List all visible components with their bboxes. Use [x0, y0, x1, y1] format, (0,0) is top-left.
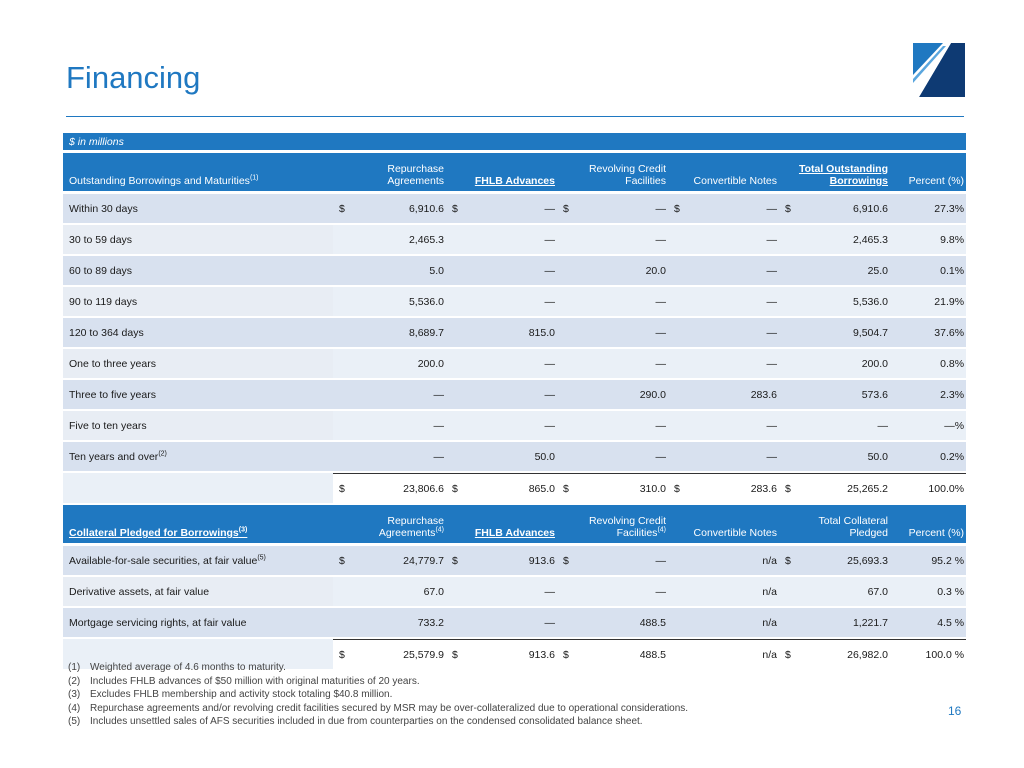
cell-value: 50.0 — [462, 442, 557, 473]
cell-value: — — [462, 608, 557, 639]
cell-currency — [446, 287, 462, 318]
cell-currency — [779, 411, 795, 442]
cell-percent: 2.3% — [890, 380, 966, 411]
total-c3-currency: $ — [557, 473, 573, 505]
cell-currency — [668, 287, 684, 318]
ctotal-c1-currency: $ — [333, 639, 349, 671]
cell-value: 815.0 — [462, 318, 557, 349]
cell-value: — — [684, 411, 779, 442]
cell-currency — [333, 380, 349, 411]
cell-value: — — [573, 546, 668, 577]
row-label: Ten years and over$^{(2)}$ — [63, 442, 333, 473]
cell-currency: $ — [446, 194, 462, 225]
cell-value: — — [795, 411, 890, 442]
cell-currency — [333, 349, 349, 380]
title-divider — [66, 116, 964, 117]
footnote-number: (3) — [68, 689, 81, 700]
cell-percent: 9.8% — [890, 225, 966, 256]
cell-percent: 27.3% — [890, 194, 966, 225]
row-label: One to three years — [63, 349, 333, 380]
row-label: Derivative assets, at fair value — [63, 577, 333, 608]
total-percent: 100.0% — [890, 473, 966, 505]
table-row — [63, 194, 966, 225]
cell-currency — [668, 256, 684, 287]
total-c2-currency: $ — [446, 473, 462, 505]
page-title: Financing — [66, 60, 201, 95]
table-row — [63, 225, 966, 256]
ctotal-c1-value: 25,579.9 — [349, 639, 446, 671]
footnote-text: Repurchase agreements and/or revolving credit facilities secured by MSR may be over-collateralized due to operational considerations. — [90, 702, 689, 714]
cell-value: — — [462, 287, 557, 318]
table-row — [63, 318, 966, 349]
cell-value: — — [684, 225, 779, 256]
cell-currency — [668, 546, 684, 577]
cell-percent: 21.9% — [890, 287, 966, 318]
cell-value: — — [349, 442, 446, 473]
cell-value: — — [684, 318, 779, 349]
ctotal-c3-value: 488.5 — [573, 639, 668, 671]
total-c1-value: 23,806.6 — [349, 473, 446, 505]
col-repurchase-header: Repurchase Agreements — [333, 153, 446, 191]
cell-currency: $ — [333, 546, 349, 577]
footnote-number: (5) — [68, 716, 81, 727]
row-label: 60 to 89 days — [63, 256, 333, 287]
cell-value: 733.2 — [349, 608, 446, 639]
cell-currency — [668, 380, 684, 411]
cell-currency: $ — [557, 546, 573, 577]
row-label: 90 to 119 days — [63, 287, 333, 318]
cell-currency — [668, 577, 684, 608]
cell-value: — — [349, 411, 446, 442]
borrowings-header-row — [63, 153, 966, 191]
cell-currency: $ — [446, 546, 462, 577]
cell-percent: 37.6% — [890, 318, 966, 349]
financing-tables — [63, 133, 966, 671]
cell-currency — [333, 225, 349, 256]
cell-currency: $ — [779, 194, 795, 225]
cell-value: — — [573, 349, 668, 380]
cell-value: 5,536.0 — [349, 287, 446, 318]
cell-value: 200.0 — [349, 349, 446, 380]
row-label: Available-for-sale securities, at fair value$^{(5)}$ — [63, 546, 333, 577]
cell-value: 5.0 — [349, 256, 446, 287]
borrowings-header-label: Outstanding Borrowings and Maturities$^{(1)}$ — [63, 153, 333, 191]
total-c5-currency: $ — [779, 473, 795, 505]
cell-currency — [446, 577, 462, 608]
cell-currency: $ — [779, 546, 795, 577]
cell-value: — — [462, 194, 557, 225]
footnote-text: Includes unsettled sales of AFS securities included in due from counterparties on the condensed consolidated balance sheet. — [90, 716, 643, 727]
collateral-header-label: Collateral Pledged for Borrowings$^{(3)}$ — [63, 505, 333, 543]
cell-currency — [557, 442, 573, 473]
footnote-text: Excludes FHLB membership and activity stock totaling $40.8 million. — [90, 689, 393, 700]
table-row — [63, 287, 966, 318]
total-c2-value: 865.0 — [462, 473, 557, 505]
cell-currency — [779, 608, 795, 639]
cell-value: — — [462, 411, 557, 442]
table-row — [63, 380, 966, 411]
table-row — [63, 546, 966, 577]
total-c5-value: 25,265.2 — [795, 473, 890, 505]
cell-value: — — [462, 256, 557, 287]
cell-value: — — [573, 287, 668, 318]
footnote-number: (4) — [68, 702, 81, 714]
col-percent-header: Percent (%) — [890, 153, 966, 191]
cell-value: — — [462, 577, 557, 608]
cell-value: n/a — [684, 608, 779, 639]
total-c4-currency: $ — [668, 473, 684, 505]
units-note: $ in millions — [63, 133, 966, 150]
cell-currency — [446, 225, 462, 256]
row-label: 30 to 59 days — [63, 225, 333, 256]
cell-value: 283.6 — [684, 380, 779, 411]
cell-value: — — [462, 225, 557, 256]
cell-value: — — [349, 380, 446, 411]
cell-currency — [333, 287, 349, 318]
cell-value: 67.0 — [795, 577, 890, 608]
cell-value: n/a — [684, 546, 779, 577]
col-revolving-header-2: Revolving Credit Facilities$^{(4)}$ — [557, 505, 668, 543]
cell-currency — [446, 442, 462, 473]
cell-currency: $ — [333, 194, 349, 225]
row-label: 120 to 364 days — [63, 318, 333, 349]
row-label: Within 30 days — [63, 194, 333, 225]
cell-value: 2,465.3 — [349, 225, 446, 256]
cell-currency — [557, 411, 573, 442]
cell-value: 25.0 — [795, 256, 890, 287]
cell-value: 200.0 — [795, 349, 890, 380]
footnote-number: (2) — [68, 675, 81, 687]
cell-currency — [333, 577, 349, 608]
footnote-item — [68, 715, 688, 729]
cell-value: — — [462, 349, 557, 380]
cell-percent: 0.3 % — [890, 577, 966, 608]
cell-value: 913.6 — [462, 546, 557, 577]
cell-currency — [557, 225, 573, 256]
cell-currency — [557, 287, 573, 318]
row-label: Three to five years — [63, 380, 333, 411]
cell-currency — [668, 318, 684, 349]
cell-value: 20.0 — [573, 256, 668, 287]
cell-value: — — [573, 442, 668, 473]
col-fhlb-header-2: FHLB Advances — [446, 505, 557, 543]
cell-value: — — [684, 287, 779, 318]
col-percent-header-2: Percent (%) — [890, 505, 966, 543]
col-convertible-header-2: Convertible Notes — [668, 505, 779, 543]
cell-currency — [333, 442, 349, 473]
footnotes — [68, 661, 688, 729]
col-convertible-header: Convertible Notes — [668, 153, 779, 191]
cell-percent: 0.1% — [890, 256, 966, 287]
cell-value: 67.0 — [349, 577, 446, 608]
cell-value: 2,465.3 — [795, 225, 890, 256]
cell-value: n/a — [684, 577, 779, 608]
cell-value: — — [684, 194, 779, 225]
table-row — [63, 349, 966, 380]
cell-value: 25,693.3 — [795, 546, 890, 577]
table-row — [63, 442, 966, 473]
cell-currency — [557, 577, 573, 608]
cell-currency — [779, 380, 795, 411]
cell-value: 1,221.7 — [795, 608, 890, 639]
table-row — [63, 577, 966, 608]
cell-value: — — [462, 380, 557, 411]
cell-value: 24,779.7 — [349, 546, 446, 577]
collateral-header-row — [63, 505, 966, 543]
cell-currency — [779, 442, 795, 473]
cell-currency — [779, 318, 795, 349]
cell-currency — [446, 256, 462, 287]
cell-currency — [779, 256, 795, 287]
col-total-header: Total Outstanding Borrowings — [779, 153, 890, 191]
cell-currency — [446, 380, 462, 411]
cell-currency — [668, 349, 684, 380]
cell-currency — [668, 608, 684, 639]
cell-value: — — [573, 318, 668, 349]
ctotal-c2-currency: $ — [446, 639, 462, 671]
footnote-item — [68, 688, 688, 702]
cell-value: 488.5 — [573, 608, 668, 639]
cell-value: 573.6 — [795, 380, 890, 411]
col-repurchase-header-2: Repurchase Agreements$^{(4)}$ — [333, 505, 446, 543]
cell-currency — [333, 256, 349, 287]
footnote-item — [68, 661, 688, 675]
footnote-text: Includes FHLB advances of $50 million with original maturities of 20 years. — [90, 675, 420, 687]
cell-value: 8,689.7 — [349, 318, 446, 349]
cell-value: 6,910.6 — [349, 194, 446, 225]
cell-value: 50.0 — [795, 442, 890, 473]
total-c1-currency: $ — [333, 473, 349, 505]
footnote-item — [68, 702, 688, 716]
cell-percent: 4.5 % — [890, 608, 966, 639]
cell-value: 9,504.7 — [795, 318, 890, 349]
col-total-header-2: Total Collateral Pledged — [779, 505, 890, 543]
cell-value: 5,536.0 — [795, 287, 890, 318]
cell-value: — — [684, 349, 779, 380]
cell-currency — [557, 608, 573, 639]
cell-percent: —% — [890, 411, 966, 442]
cell-currency — [446, 318, 462, 349]
cell-currency — [668, 411, 684, 442]
cell-currency — [333, 608, 349, 639]
cell-percent: 95.2 % — [890, 546, 966, 577]
cell-currency — [779, 225, 795, 256]
cell-currency — [446, 608, 462, 639]
cell-currency — [557, 318, 573, 349]
cell-value: — — [573, 577, 668, 608]
footnote-number: (1) — [68, 662, 81, 673]
ctotal-c5-currency: $ — [779, 639, 795, 671]
table-row — [63, 608, 966, 639]
cell-currency — [557, 256, 573, 287]
cell-value: — — [573, 225, 668, 256]
cell-currency — [446, 411, 462, 442]
ctotal-percent: 100.0 % — [890, 639, 966, 671]
row-label: Five to ten years — [63, 411, 333, 442]
cell-currency: $ — [668, 194, 684, 225]
ctotal-c4-value: n/a — [684, 639, 779, 671]
ctotal-c2-value: 913.6 — [462, 639, 557, 671]
ctotal-c3-currency: $ — [557, 639, 573, 671]
footnote-text: Weighted average of 4.6 months to maturity. — [90, 662, 286, 673]
total-c3-value: 310.0 — [573, 473, 668, 505]
cell-currency — [446, 349, 462, 380]
page-number: 16 — [948, 704, 962, 718]
row-label: Mortgage servicing rights, at fair value — [63, 608, 333, 639]
cell-currency — [333, 411, 349, 442]
cell-value: 290.0 — [573, 380, 668, 411]
table-row — [63, 411, 966, 442]
cell-currency — [779, 287, 795, 318]
footnote-item — [68, 675, 688, 689]
cell-value: 6,910.6 — [795, 194, 890, 225]
cell-currency — [779, 577, 795, 608]
company-logo-icon — [913, 43, 965, 97]
cell-currency — [668, 442, 684, 473]
cell-value: — — [684, 256, 779, 287]
cell-currency: $ — [557, 194, 573, 225]
cell-currency — [668, 225, 684, 256]
total-c4-value: 283.6 — [684, 473, 779, 505]
cell-currency — [333, 318, 349, 349]
cell-value: — — [684, 442, 779, 473]
cell-value: — — [573, 194, 668, 225]
cell-currency — [557, 349, 573, 380]
col-fhlb-header: FHLB Advances — [446, 153, 557, 191]
cell-value: — — [573, 411, 668, 442]
ctotal-c5-value: 26,982.0 — [795, 639, 890, 671]
col-revolving-header: Revolving Credit Facilities — [557, 153, 668, 191]
table-row — [63, 256, 966, 287]
cell-currency — [779, 349, 795, 380]
cell-currency — [557, 380, 573, 411]
borrowings-total-row — [63, 473, 966, 505]
cell-percent: 0.8% — [890, 349, 966, 380]
cell-percent: 0.2% — [890, 442, 966, 473]
